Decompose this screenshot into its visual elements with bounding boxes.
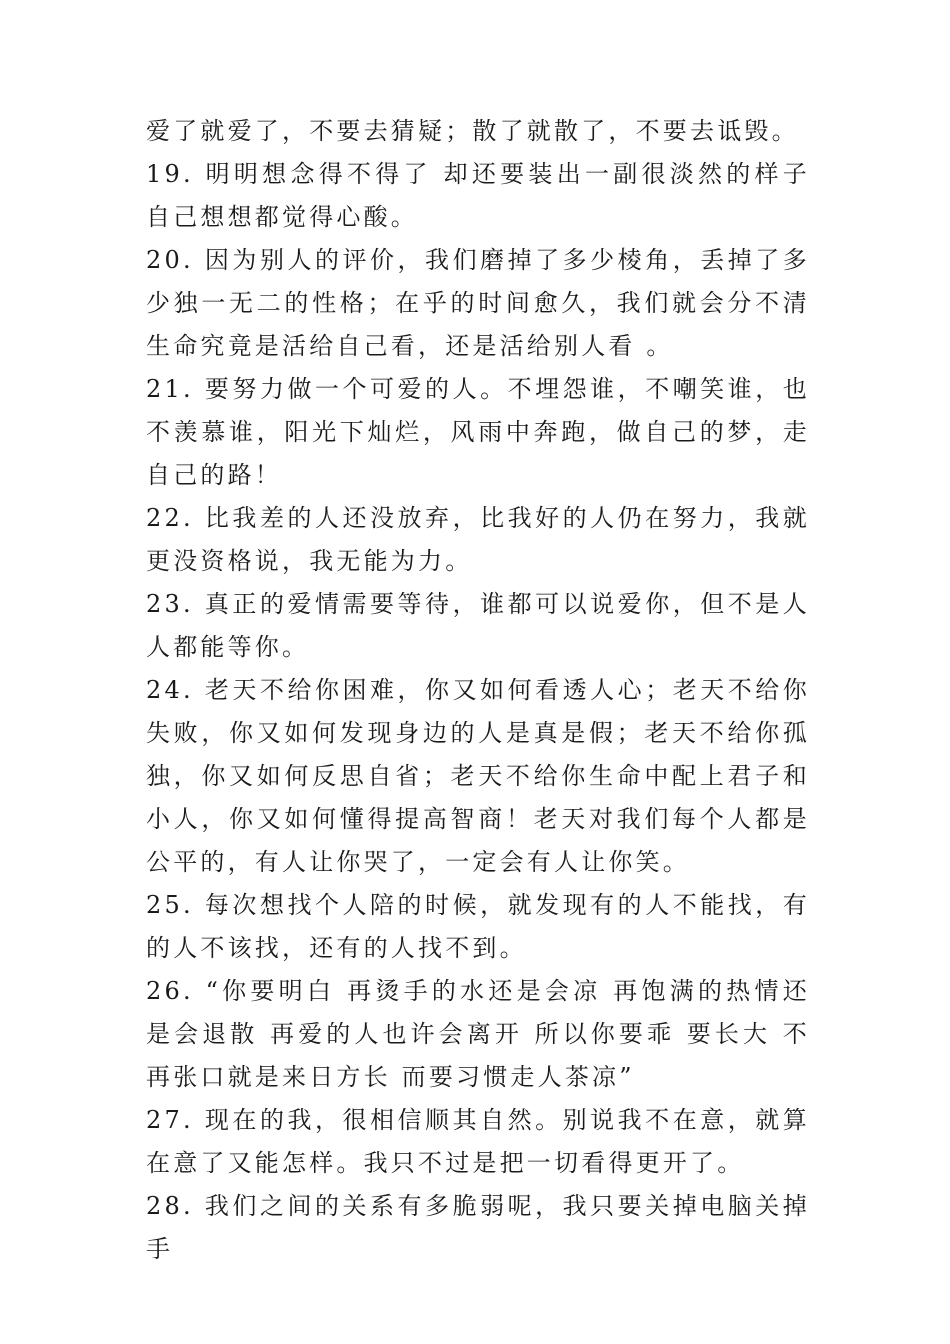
document-body	[146, 110, 810, 1271]
paragraph-19: 19. 明明想念得不得了 却还要装出一副很淡然的样子 自己想想都觉得心酸。	[146, 160, 810, 231]
paragraph-intro: 爱了就爱了，不要去猜疑；散了就散了，不要去诋毁。	[146, 117, 799, 145]
paragraph-20: 20. 因为别人的评价，我们磨掉了多少棱角，丢掉了多少独一无二的性格；在乎的时间愈久，我们就会分不清生命究竟是活给自己看，还是活给别人看 。	[146, 246, 810, 360]
paragraph-28: 28. 我们之间的关系有多脆弱呢，我只要关掉电脑关掉手	[146, 1192, 810, 1263]
paragraph-26: 26. “你要明白 再烫手的水还是会凉 再饱满的热情还是会退散 再爱的人也许会离开 所以你要乖 要长大 不再张口就是来日方长 而要习惯走人茶凉”	[146, 977, 810, 1091]
paragraph-25: 25. 每次想找个人陪的时候，就发现有的人不能找，有的人不该找，还有的人找不到。	[146, 891, 810, 962]
paragraph-23: 23. 真正的爱情需要等待，谁都可以说爱你，但不是人人都能等你。	[146, 590, 810, 661]
paragraph-24: 24. 老天不给你困难，你又如何看透人心；老天不给你失败，你又如何发现身边的人是真是假；老天不给你孤独，你又如何反思自省；老天不给你生命中配上君子和小人，你又如何懂得提高智商！老天对我们每个人都是公平的，有人让你哭了，一定会有人让你笑。	[146, 676, 810, 876]
paragraph-22: 22. 比我差的人还没放弃，比我好的人仍在努力，我就更没资格说，我无能为力。	[146, 504, 810, 575]
paragraph-21: 21. 要努力做一个可爱的人。不埋怨谁，不嘲笑谁，也不羡慕谁，阳光下灿烂，风雨中奔跑，做自己的梦，走自己的路！	[146, 375, 810, 489]
paragraph-27: 27. 现在的我，很相信顺其自然。别说我不在意，就算在意了又能怎样。我只不过是把一切看得更开了。	[146, 1106, 810, 1177]
